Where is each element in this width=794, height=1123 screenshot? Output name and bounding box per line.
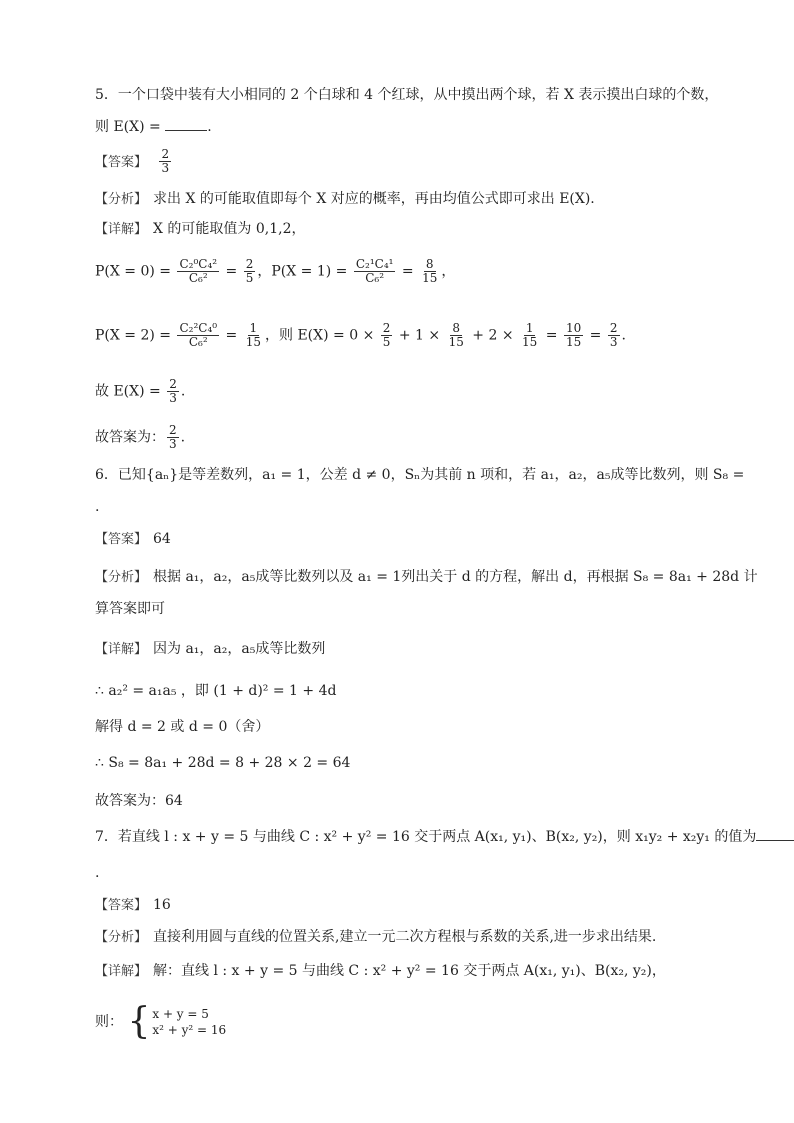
q5-p1-comb-num: C₂¹C₄¹ bbox=[355, 257, 394, 271]
q5-stem-line1 bbox=[95, 86, 718, 104]
q5-p1-value bbox=[420, 258, 439, 285]
q6-stem-text: 6．已知{aₙ}是等差数列，a₁ = 1，公差 d ≠ 0，Sₙ为其前 n 项和，若 a₁，a₂，a₅成等比数列，则 S₈ = bbox=[95, 467, 745, 483]
q5-p2-comb-num: C₂²C₄⁰ bbox=[179, 321, 218, 335]
q5-final-text: 故答案为： bbox=[95, 429, 165, 446]
q5-p0-val-den: 5 bbox=[245, 271, 254, 285]
q7-answer-value: 16 bbox=[153, 897, 171, 913]
q7-system-equations bbox=[152, 1006, 226, 1038]
q5-analysis-text: 求出 X 的可能取值即每个 X 对应的概率，再由均值公式即可求出 E(X). bbox=[153, 191, 595, 207]
q5-p2-comb bbox=[177, 322, 219, 349]
q5-p2-value bbox=[244, 322, 263, 349]
q5-answer-den: 3 bbox=[161, 161, 170, 175]
q7-detail-line bbox=[95, 962, 666, 981]
q6-stem-line1 bbox=[95, 466, 744, 484]
q5-ex-term3 bbox=[520, 322, 539, 349]
q5-prob-line-1 bbox=[95, 258, 455, 285]
q6-detail-eq1: ∴ a₂² = a₁a₅ ，即 (1 + d)² = 1 + 4d bbox=[95, 683, 337, 699]
q5-stem-text: 5．一个口袋中装有大小相同的 2 个白球和 4 个红球，从中摸出两个球，若 X 表示摸出白球的个数， bbox=[95, 87, 719, 103]
q5-ex-t3-den: 15 bbox=[522, 335, 538, 349]
q5-p1-val-num: 8 bbox=[425, 257, 434, 271]
q5-detail-text: X 的可能取值为 0,1,2， bbox=[153, 221, 306, 237]
q7-answer-blank bbox=[756, 828, 794, 841]
q5-answer-tag: 【答案】 bbox=[95, 154, 148, 170]
q5-p0-value bbox=[244, 258, 256, 285]
q6-answer-line bbox=[95, 530, 171, 549]
q6-detail-line1 bbox=[95, 640, 325, 659]
q7-stem-line1 bbox=[95, 828, 794, 846]
q6-answer-value: 64 bbox=[153, 531, 171, 547]
q7-analysis-tag: 【分析】 bbox=[95, 930, 148, 945]
q5-p0-eq: = bbox=[221, 263, 242, 280]
q6-detail-text: 因为 a₁，a₂，a₅成等比数列 bbox=[153, 641, 326, 657]
q5-ex-t2-num: 8 bbox=[452, 321, 461, 335]
q5-so-num: 2 bbox=[169, 377, 177, 391]
q5-detail-line bbox=[95, 220, 306, 239]
q5-ex-t4-den: 15 bbox=[565, 335, 582, 349]
q5-p0-comb bbox=[177, 258, 219, 285]
q7-stem-period: . bbox=[95, 865, 100, 881]
q7-answer-tag: 【答案】 bbox=[95, 898, 148, 913]
q5-so-end: . bbox=[180, 383, 186, 400]
q7-system-eq1: x + y = 5 bbox=[152, 1007, 209, 1021]
q5-so-fraction bbox=[167, 378, 179, 405]
q5-stem-expectation: 则 E(X) = bbox=[95, 119, 166, 135]
q6-analysis-text: 根据 a₁，a₂，a₅成等比数列以及 a₁ = 1列出关于 d 的方程，解出 d，再根据 S₈ = 8a₁ + 28d 计 bbox=[153, 569, 758, 585]
q5-p2-eq: = bbox=[221, 327, 242, 344]
q5-answer-fraction bbox=[159, 148, 171, 175]
q5-p1-comb bbox=[354, 258, 396, 285]
q6-stem-line2 bbox=[95, 498, 99, 516]
q6-detail-sum: ∴ S₈ = 8a₁ + 28d = 8 + 28 × 2 = 64 bbox=[95, 755, 351, 771]
q7-system-line bbox=[95, 1001, 227, 1042]
q6-analysis-text-cont: 算答案即可 bbox=[95, 601, 165, 617]
q7-analysis-text: 直接利用圆与直线的位置关系,建立一元二次方程根与系数的关系,进一步求出结果. bbox=[153, 929, 657, 945]
q5-ex-t2-den: 15 bbox=[448, 335, 464, 349]
q7-stem-text: 7．若直线 l : x + y = 5 与曲线 C : x² + y² = 16 交于两点 A(x₁, y₁)、B(x₂, y₂)，则 x₁y₂ + x₂y₁ 的值为 bbox=[95, 829, 757, 845]
q6-detail-line2 bbox=[95, 682, 336, 700]
q5-ex-term5 bbox=[608, 322, 620, 349]
q5-so-line bbox=[95, 378, 185, 405]
q5-stem-line2 bbox=[95, 118, 212, 136]
q5-detail-tag: 【详解】 bbox=[95, 222, 148, 237]
q5-final-end: . bbox=[180, 429, 186, 446]
q5-p2-val-den: 15 bbox=[245, 335, 262, 349]
q5-p0-val-num: 2 bbox=[245, 257, 254, 271]
q5-ex-term1 bbox=[381, 322, 393, 349]
q5-answer-line bbox=[95, 148, 173, 175]
q5-ex-t1-num: 2 bbox=[382, 321, 391, 335]
q7-detail-text: 解：直线 l : x + y = 5 与曲线 C : x² + y² = 16 交于两点 A(x₁, y₁)、B(x₂, y₂)， bbox=[153, 963, 666, 979]
q6-detail-solve: 解得 d = 2 或 d = 0（舍） bbox=[95, 719, 270, 735]
q5-final-line bbox=[95, 424, 185, 451]
q5-p2-lhs: P(X = 2) = bbox=[95, 327, 176, 344]
q6-detail-line4 bbox=[95, 754, 350, 772]
q5-analysis-line bbox=[95, 190, 595, 209]
left-brace-icon: { bbox=[127, 1001, 151, 1042]
q6-detail-tag: 【详解】 bbox=[95, 642, 148, 657]
q7-detail-tag: 【详解】 bbox=[95, 964, 148, 979]
q5-ex-plus1: + 1 × bbox=[394, 327, 445, 344]
q7-equation-system bbox=[127, 1001, 227, 1042]
q6-answer-tag: 【答案】 bbox=[95, 532, 148, 547]
q5-p1-end: ， bbox=[441, 263, 456, 280]
q5-final-num: 2 bbox=[169, 423, 177, 437]
q5-final-den: 3 bbox=[169, 437, 177, 451]
q5-p0-comb-den: C₆² bbox=[188, 271, 208, 285]
q5-final-fraction bbox=[167, 424, 179, 451]
q6-stem-period: . bbox=[95, 499, 100, 515]
q5-answer-blank bbox=[165, 118, 207, 131]
q5-so-text: 故 E(X) = bbox=[95, 383, 166, 400]
q5-p2-val-num: 1 bbox=[249, 321, 258, 335]
q7-stem-line2 bbox=[95, 864, 99, 882]
q5-analysis-tag: 【分析】 bbox=[95, 192, 148, 207]
q5-p2-comb-den: C₆² bbox=[188, 335, 208, 349]
q5-p1-val-den: 15 bbox=[422, 271, 438, 285]
q6-detail-line3 bbox=[95, 718, 269, 736]
q6-analysis-line1 bbox=[95, 568, 758, 587]
q6-final-line bbox=[95, 792, 183, 810]
q5-ex-eq2: = bbox=[585, 327, 606, 344]
q5-p0-lhs: P(X = 0) = bbox=[95, 263, 176, 280]
q5-ex-end: . bbox=[621, 327, 626, 344]
q5-ex-t3-num: 1 bbox=[525, 321, 534, 335]
q5-p1-comb-den: C₆² bbox=[365, 271, 385, 285]
q5-answer-num: 2 bbox=[161, 147, 170, 161]
q5-ex-eq1: = bbox=[541, 327, 562, 344]
q6-analysis-line2 bbox=[95, 600, 165, 618]
q7-answer-line bbox=[95, 896, 171, 915]
q5-so-den: 3 bbox=[169, 391, 177, 405]
q5-prob-line-2 bbox=[95, 322, 626, 349]
q7-analysis-line bbox=[95, 928, 656, 947]
q6-final-text: 故答案为：64 bbox=[95, 793, 183, 809]
q6-analysis-tag: 【分析】 bbox=[95, 570, 148, 585]
q5-ex-t5-den: 3 bbox=[609, 335, 618, 349]
q5-ex-text: ，则 E(X) = 0 × bbox=[265, 327, 379, 344]
q7-system-prefix: 则： bbox=[95, 1014, 123, 1030]
q5-ex-t1-den: 5 bbox=[382, 335, 391, 349]
q7-system-eq2: x² + y² = 16 bbox=[152, 1023, 227, 1037]
q5-ex-t4-num: 10 bbox=[565, 321, 582, 335]
q5-p1-lhs: ，P(X = 1) = bbox=[257, 263, 352, 280]
q5-ex-term2 bbox=[447, 322, 466, 349]
q5-ex-term4 bbox=[564, 322, 583, 349]
q5-ex-plus2: + 2 × bbox=[467, 327, 519, 344]
q5-ex-t5-num: 2 bbox=[609, 321, 618, 335]
q5-p0-comb-num: C₂⁰C₄² bbox=[179, 257, 218, 271]
q5-p1-eq: = bbox=[397, 263, 419, 280]
q5-stem-period: . bbox=[207, 119, 212, 135]
